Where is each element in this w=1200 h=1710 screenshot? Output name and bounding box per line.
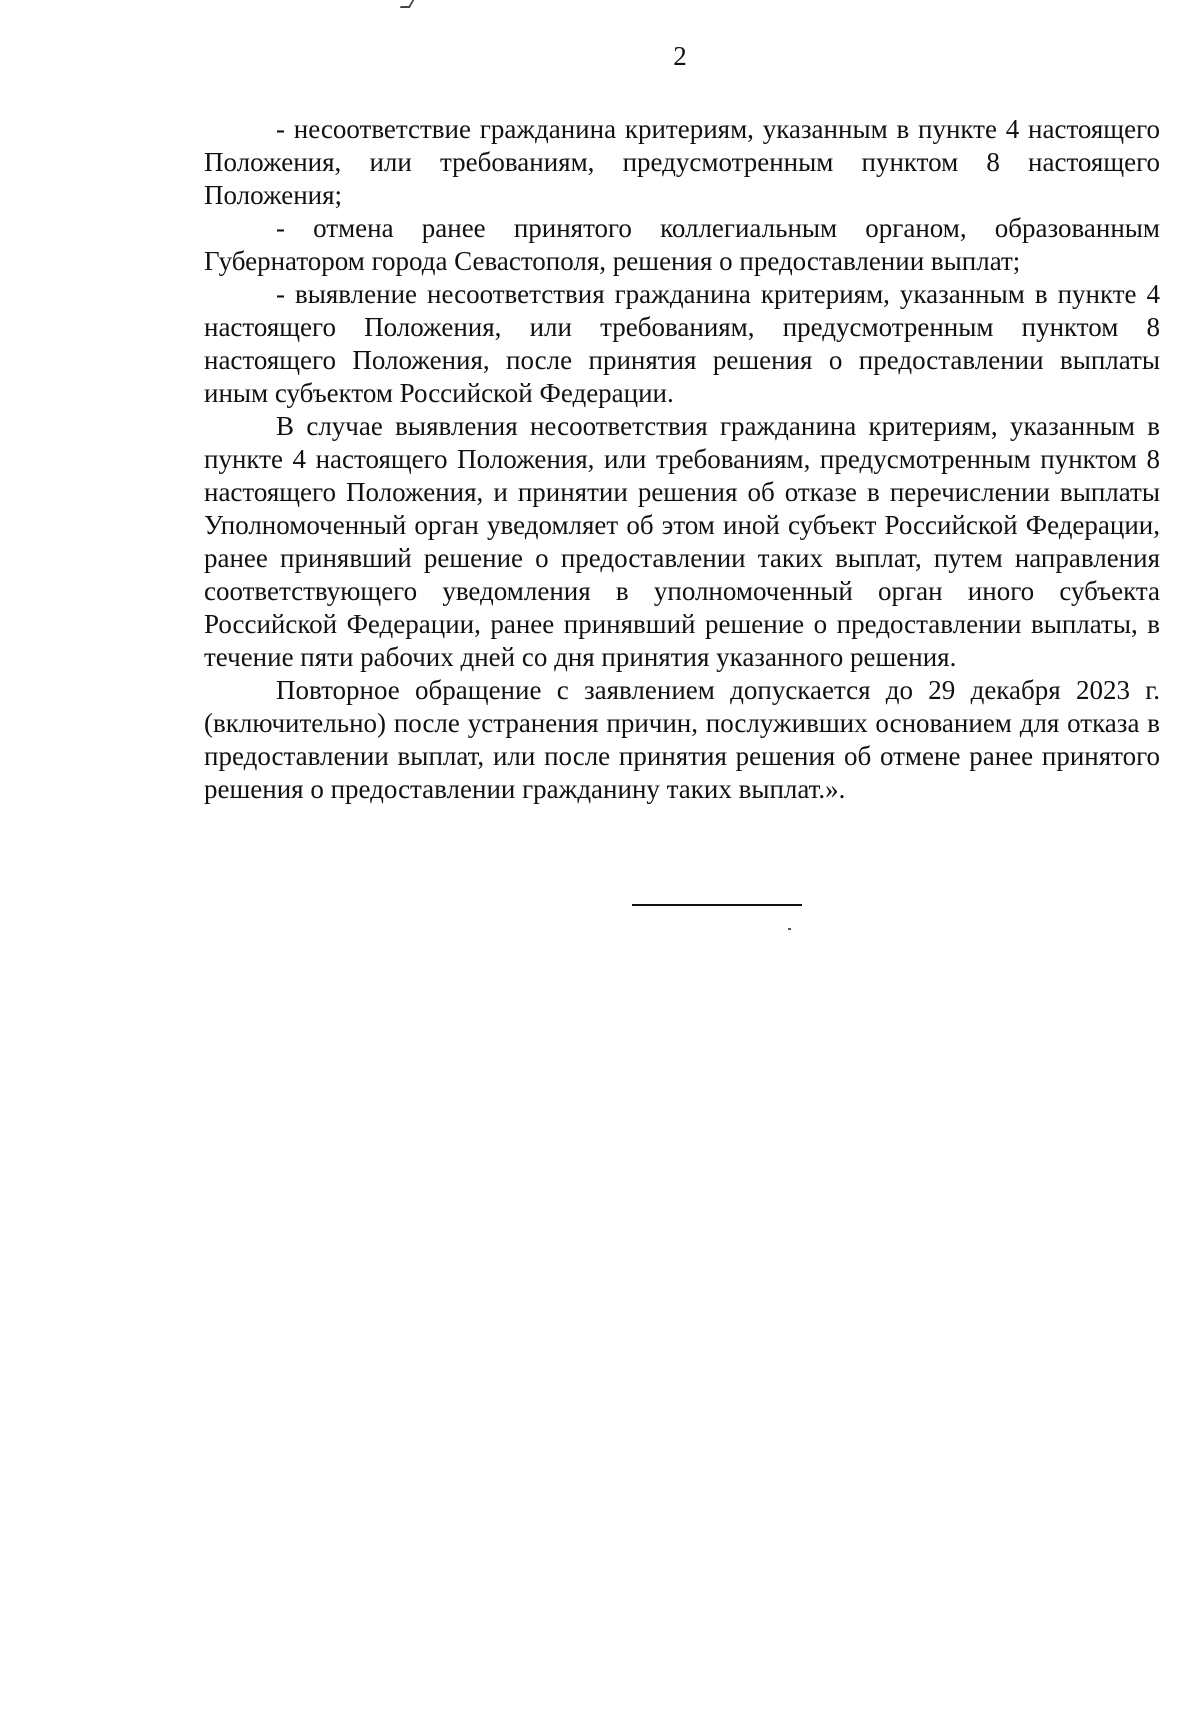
document-body	[204, 113, 1160, 806]
scan-artifact-mark	[400, 0, 415, 8]
end-of-document-rule	[632, 904, 802, 906]
list-item-detection: - выявление несоответствия гражданина критериям, указанным в пункте 4 настоящего Положения, или требованиям, предусмотренным пунктом 8 настоящего Положения, после принятия решения о предоставлении выплаты иным субъектом Российской Федерации.	[204, 279, 1160, 408]
paragraph-reapplication: Повторное обращение с заявлением допускается до 29 декабря 2023 г. (включительно) после устранения причин, послуживших основанием для отказа в предоставлении выплат, или после принятия решения об отмене ранее принятого решения о предоставлении гражданину таких выплат.».	[204, 675, 1160, 804]
list-item-noncompliance: - несоответствие гражданина критериям, указанным в пункте 4 настоящего Положения, или требованиям, предусмотренным пунктом 8 настоящего Положения;	[204, 114, 1160, 210]
page-number: 2	[673, 41, 687, 71]
scan-artifact-dot	[788, 928, 791, 930]
paragraph-notification: В случае выявления несоответствия гражданина критериям, указанным в пункте 4 настоящего Положения, или требованиям, предусмотренным пунктом 8 настоящего Положения, и принятии решения об отказе в перечислении выплаты Уполномоченный орган уведомляет об этом иной субъект Российской Федерации, ранее принявший решение о предоставлении таких выплат, путем направления соответствующего уведомления в уполномоченный орган иного субъекта Российской Федерации, ранее принявший решение о предоставлении выплаты, в течение пяти рабочих дней со дня принятия указанного решения.	[204, 411, 1160, 672]
list-item-cancellation: - отмена ранее принятого коллегиальным органом, образованным Губернатором города Севастополя, решения о предоставлении выплат;	[204, 213, 1160, 276]
